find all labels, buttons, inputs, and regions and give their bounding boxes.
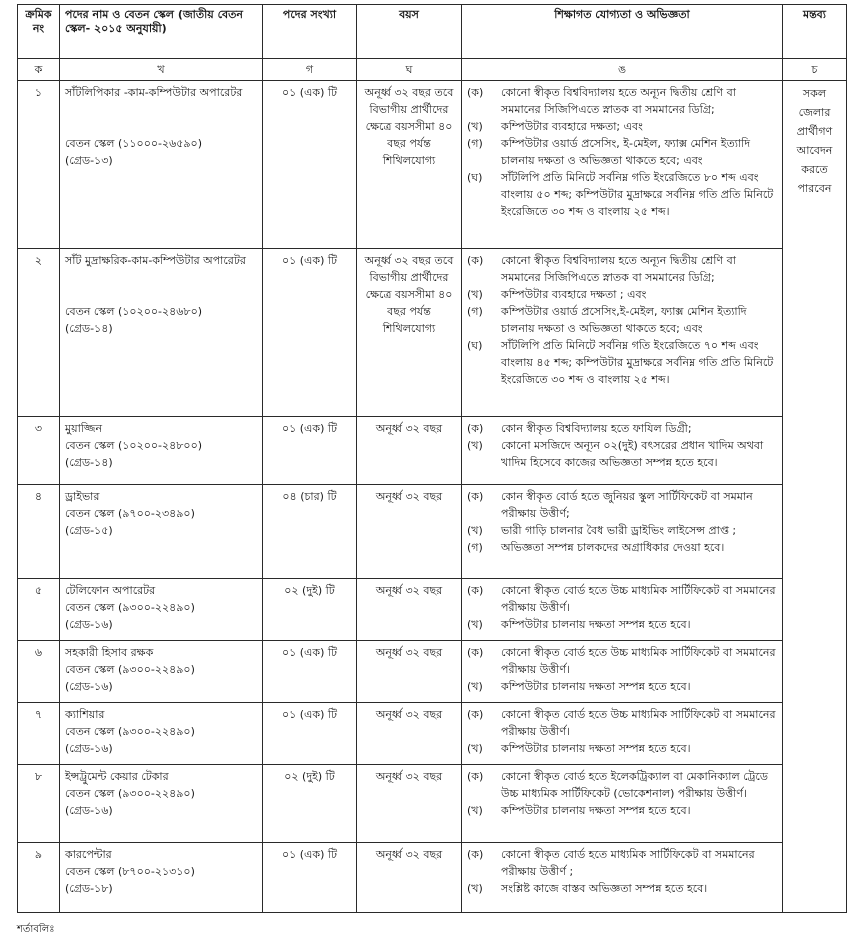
header-age: বয়স: [357, 5, 462, 59]
qualification-item: [467, 802, 777, 819]
qualification-cell: [462, 641, 783, 703]
post-cell: [60, 417, 263, 485]
pay-grade: (গ্রেড-১৪): [65, 322, 113, 335]
qualification-text: কম্পিউটার ব্যবহারে দক্ষতা ; এবং: [501, 288, 647, 301]
qualification-item: [467, 582, 777, 616]
post-name: সাঁট মুদ্রাক্ষরিক-কাম-কম্পিউটার অপারেটর: [65, 254, 246, 267]
age-limit: অনূর্ধ্ব ৩২ বছর: [357, 703, 462, 765]
qualification-label: (ক): [467, 584, 484, 597]
table-row: [18, 843, 847, 913]
qualification-text: সাঁটলিপি প্রতি মিনিটে সর্বনিম্ন গতি ইংরেজিতে ৮০ শব্দ এবং বাংলায় ৫০ শব্দ; কম্পিউটার মুদ্রাক্ষরে সর্বনিম্ন গতি প্রতি মিনিটে ইংরেজিতে ৩০ শব্দ ও বাংলায় ২৫ শব্দ।: [501, 171, 774, 218]
pay-scale: বেতন স্কেল (৯৭০০-২৩৪৯০): [65, 507, 195, 520]
header-qualification: শিক্ষাগত যোগ্যতা ও অভিজ্ঞতা: [462, 5, 783, 59]
pay-scale: বেতন স্কেল (১০২০০-২৪৬৮০): [65, 305, 203, 318]
qualification-text: কম্পিউটার চালনায় দক্ষতা সম্পন্ন হতে হবে।: [501, 742, 691, 755]
table-row: [18, 579, 847, 641]
post-count: ০১ (এক) টি: [263, 417, 357, 485]
serial-cell: ১: [18, 81, 60, 249]
column-letter: ঙ: [462, 59, 783, 81]
pay-grade: (গ্রেড-১৪): [65, 456, 113, 469]
post-cell: [60, 765, 263, 843]
post-cell: [60, 843, 263, 913]
serial-cell: ২: [18, 249, 60, 417]
post-count: ০১ (এক) টি: [263, 249, 357, 417]
job-table: [17, 4, 847, 913]
qualification-text: কোনো স্বীকৃত বোর্ড হতে উচ্চ মাধ্যমিক সার্টিফিকেট বা সমমানের পরীক্ষায় উত্তীর্ণ।: [501, 708, 776, 738]
post-cell: [60, 485, 263, 579]
post-count: ০১ (এক) টি: [263, 81, 357, 249]
qualification-text: কম্পিউটার ওয়ার্ড প্রসেসিং,ই-মেইল, ফ্যাক্স মেশিন ইত্যাদি চালনায় দক্ষতা ও অভিজ্ঞতা থাকতে হবে; এবং: [501, 305, 747, 335]
post-count: ০১ (এক) টি: [263, 843, 357, 913]
qualification-label: (ক): [467, 770, 484, 783]
qualification-label: (ক): [467, 646, 484, 659]
table-row: [18, 641, 847, 703]
age-limit: অনূর্ধ্ব ৩২ বছর তবে বিভাগীয় প্রার্থীদের ক্ষেত্রে বয়সসীমা ৪০ বছর পর্যন্ত শিথিলযোগ্য: [357, 249, 462, 417]
pay-grade: (গ্রেড-১৬): [65, 618, 113, 631]
qualification-item: [467, 706, 777, 740]
qualification-label: (ঘ): [467, 171, 483, 184]
pay-scale: বেতন স্কেল (৯৩০০-২২৪৯০): [65, 663, 195, 676]
pay-scale: বেতন স্কেল (৯৩০০-২২৪৯০): [65, 787, 195, 800]
header-remark: মন্তব্য: [783, 5, 847, 59]
qualification-text: সংশ্লিষ্ট কাজে বাস্তব অভিজ্ঞতা সম্পন্ন হতে হবে।: [501, 882, 708, 895]
qualification-item: [467, 84, 777, 118]
age-limit: অনূর্ধ্ব ৩২ বছর: [357, 417, 462, 485]
qualification-item: [467, 488, 777, 522]
qualification-cell: [462, 485, 783, 579]
qualification-label: (ক): [467, 848, 484, 861]
qualification-cell: [462, 579, 783, 641]
qualification-text: কোনো স্বীকৃত বোর্ড হতে মাধ্যমিক সার্টিফিকেট বা সমমানের পরীক্ষায় উত্তীর্ণ ;: [501, 848, 755, 878]
age-limit: অনূর্ধ্ব ৩২ বছর: [357, 485, 462, 579]
qualification-text: কোনো স্বীকৃত বোর্ড হতে ইলেকট্রিক্যাল বা মেকানিক্যাল ট্রেডে উচ্চ মাধ্যমিক সার্টিফিকেট (ভোকেশনাল) পরীক্ষায় উত্তীর্ণ।: [501, 770, 768, 800]
post-cell: [60, 579, 263, 641]
qualification-label: (খ): [467, 524, 483, 537]
qualification-text: অভিজ্ঞতা সম্পন্ন চালকদের অগ্রাধিকার দেওয়া হবে।: [501, 541, 725, 554]
age-limit: অনূর্ধ্ব ৩২ বছর: [357, 765, 462, 843]
table-row: [18, 485, 847, 579]
serial-cell: ৪: [18, 485, 60, 579]
qualification-item: [467, 678, 777, 695]
column-letter: চ: [783, 59, 847, 81]
qualification-text: কম্পিউটার ওয়ার্ড প্রসেসিং, ই-মেইল, ফ্যাক্স মেশিন ইত্যাদি চালনায় দক্ষতা ও অভিজ্ঞতা থাকতে হবে; এবং: [501, 137, 751, 167]
pay-grade: (গ্রেড-১৫): [65, 524, 113, 537]
header-count: পদের সংখ্যা: [263, 5, 357, 59]
post-cell: [60, 703, 263, 765]
qualification-item: [467, 539, 777, 556]
qualification-label: (খ): [467, 882, 483, 895]
column-letter: ঘ: [357, 59, 462, 81]
qualification-item: [467, 135, 777, 169]
post-count: ০৪ (চার) টি: [263, 485, 357, 579]
qualification-text: কোনো মসজিদে অন্যূন ০২(দুই) বৎসরের প্রধান খাদিম অথবা খাদিম হিসেবে কাজের অভিজ্ঞতা সম্পন্ন হতে হবে।: [501, 439, 764, 469]
table-row: [18, 703, 847, 765]
age-limit: অনূর্ধ্ব ৩২ বছর তবে বিভাগীয় প্রার্থীদের ক্ষেত্রে বয়সসীমা ৪০ বছর পর্যন্ত শিথিলযোগ্য: [357, 81, 462, 249]
qualification-item: [467, 846, 777, 880]
qualification-label: (ক): [467, 254, 484, 267]
qualification-cell: [462, 81, 783, 249]
qualification-item: [467, 616, 777, 633]
table-row: [18, 765, 847, 843]
qualification-text: কোনো স্বীকৃত বিশ্ববিদ্যালয় হতে অন্যূন দ্বিতীয় শ্রেণি বা সমমানের সিজিপিএতে স্নাতক বা সমমানের ডিগ্রি;: [501, 86, 736, 116]
serial-cell: ৯: [18, 843, 60, 913]
serial-cell: ৫: [18, 579, 60, 641]
qualification-text: কম্পিউটার ব্যবহারে দক্ষতা; এবং: [501, 120, 643, 133]
post-name: টেলিফোন অপারেটর: [65, 584, 156, 597]
table-row: [18, 417, 847, 485]
age-limit: অনূর্ধ্ব ৩২ বছর: [357, 843, 462, 913]
qualification-label: (খ): [467, 288, 483, 301]
column-letter-row: [18, 59, 847, 81]
post-name: ইন্সট্রুমেন্ট কেয়ার টেকার: [65, 770, 169, 783]
pay-scale: বেতন স্কেল (১১০০০-২৬৫৯০): [65, 137, 202, 150]
spacer: [65, 269, 257, 303]
qualification-text: কম্পিউটার চালনায় দক্ষতা সম্পন্ন হতে হবে।: [501, 680, 691, 693]
qualification-item: [467, 169, 777, 220]
post-name: মুয়াজ্জিন: [65, 422, 103, 435]
qualification-item: [467, 252, 777, 286]
qualification-item: [467, 286, 777, 303]
qualification-label: (ক): [467, 422, 484, 435]
qualification-label: (গ): [467, 541, 483, 554]
remark-cell: সকল জেলার প্রার্থীগণ আবেদন করতে পারবেন: [783, 81, 847, 913]
post-count: ০১ (এক) টি: [263, 703, 357, 765]
column-letter: গ: [263, 59, 357, 81]
spacer: [65, 101, 257, 135]
qualification-label: (খ): [467, 618, 483, 631]
post-cell: [60, 81, 263, 249]
qualification-text: সাঁটলিপি প্রতি মিনিটে সর্বনিম্ন গতি ইংরেজিতে ৭০ শব্দ এবং বাংলায় ৪৫ শব্দ; কম্পিউটার মুদ্রাক্ষরে সর্বনিম্ন গতি প্রতি মিনিটে ইংরেজিতে ৩০ শব্দ ও বাংলায় ২৫ শব্দ।: [501, 339, 774, 386]
post-cell: [60, 641, 263, 703]
qualification-label: (গ): [467, 305, 483, 318]
qualification-item: [467, 118, 777, 135]
header-serial: ক্রমিক নং: [18, 5, 60, 59]
post-name: সাঁটলিপিকার -কাম-কম্পিউটার অপারেটর: [65, 86, 243, 99]
qualification-item: [467, 644, 777, 678]
qualification-cell: [462, 417, 783, 485]
post-name: ড্রাইভার: [65, 490, 100, 503]
qualification-label: (খ): [467, 680, 483, 693]
header-row: [18, 5, 847, 59]
pay-grade: (গ্রেড-১৬): [65, 680, 113, 693]
post-count: ০২ (দুই) টি: [263, 765, 357, 843]
qualification-text: কোনো স্বীকৃত বোর্ড হতে উচ্চ মাধ্যমিক সার্টিফিকেট বা সমমানের পরীক্ষায় উত্তীর্ণ।: [501, 646, 776, 676]
qualification-cell: [462, 765, 783, 843]
qualification-label: (ক): [467, 86, 484, 99]
serial-cell: ৮: [18, 765, 60, 843]
qualification-item: [467, 303, 777, 337]
column-letter: খ: [60, 59, 263, 81]
qualification-cell: [462, 843, 783, 913]
qualification-item: [467, 437, 777, 471]
pay-grade: (গ্রেড-১৬): [65, 804, 113, 817]
column-letter: ক: [18, 59, 60, 81]
post-cell: [60, 249, 263, 417]
qualification-text: কোনো স্বীকৃত বোর্ড হতে উচ্চ মাধ্যমিক সার্টিফিকেট বা সমমানের পরীক্ষায় উত্তীর্ণ।: [501, 584, 776, 614]
qualification-label: (খ): [467, 439, 483, 452]
table-row: [18, 81, 847, 249]
qualification-cell: [462, 249, 783, 417]
qualification-text: কম্পিউটার চালনায় দক্ষতা সম্পন্ন হতে হবে।: [501, 804, 691, 817]
qualification-item: [467, 740, 777, 757]
post-count: ০২ (দুই) টি: [263, 579, 357, 641]
qualification-label: (খ): [467, 120, 483, 133]
header-post: পদের নাম ও বেতন স্কেল (জাতীয় বেতন স্কেল- ২০১৫ অনুযায়ী): [60, 5, 263, 59]
pay-scale: বেতন স্কেল (৯৩০০-২২৪৯০): [65, 601, 195, 614]
qualification-cell: [462, 703, 783, 765]
serial-cell: ৬: [18, 641, 60, 703]
qualification-label: (ক): [467, 490, 484, 503]
qualification-label: (ক): [467, 708, 484, 721]
qualification-text: কোন স্বীকৃত বোর্ড হতে জুনিয়র স্কুল সার্টিফিকেট বা সমমান পরীক্ষায় উত্তীর্ণ;: [501, 490, 753, 520]
pay-scale: বেতন স্কেল (১০২০০-২৪৮০০): [65, 439, 203, 452]
qualification-item: [467, 522, 777, 539]
conditions-heading: শর্তাবলিঃ: [17, 924, 55, 935]
post-name: কারপেন্টার: [65, 848, 112, 861]
qualification-item: [467, 880, 777, 897]
qualification-label: (খ): [467, 804, 483, 817]
serial-cell: ৭: [18, 703, 60, 765]
pay-grade: (গ্রেড-১৬): [65, 742, 113, 755]
pay-grade: (গ্রেড-১৩): [65, 154, 113, 167]
pay-grade: (গ্রেড-১৮): [65, 882, 113, 895]
qualification-text: কোন স্বীকৃত বিশ্ববিদ্যালয় হতে ফাযিল ডিগ্রী;: [501, 422, 692, 435]
qualification-item: [467, 337, 777, 388]
qualification-label: (ঘ): [467, 339, 483, 352]
age-limit: অনূর্ধ্ব ৩২ বছর: [357, 579, 462, 641]
qualification-label: (গ): [467, 137, 483, 150]
post-name: সহকারী হিসাব রক্ষক: [65, 646, 154, 659]
pay-scale: বেতন স্কেল (৯৩০০-২২৪৯০): [65, 725, 195, 738]
qualification-text: কোনো স্বীকৃত বিশ্ববিদ্যালয় হতে অন্যূন দ্বিতীয় শ্রেণি বা সমমানের সিজিপিএতে স্নাতক বা সমমানের ডিগ্রি;: [501, 254, 736, 284]
qualification-label: (খ): [467, 742, 483, 755]
post-count: ০১ (এক) টি: [263, 641, 357, 703]
post-name: ক্যাশিয়ার: [65, 708, 105, 721]
qualification-item: [467, 420, 777, 437]
qualification-text: ভারী গাড়ি চালনার বৈধ ভারী ড্রাইভিং লাইসেন্স প্রাপ্ত ;: [501, 524, 737, 537]
qualification-text: কম্পিউটার চালনায় দক্ষতা সম্পন্ন হতে হবে।: [501, 618, 691, 631]
age-limit: অনূর্ধ্ব ৩২ বছর: [357, 641, 462, 703]
table-row: [18, 249, 847, 417]
qualification-item: [467, 768, 777, 802]
pay-scale: বেতন স্কেল (৮৭০০-২১৩১০): [65, 865, 195, 878]
serial-cell: ৩: [18, 417, 60, 485]
